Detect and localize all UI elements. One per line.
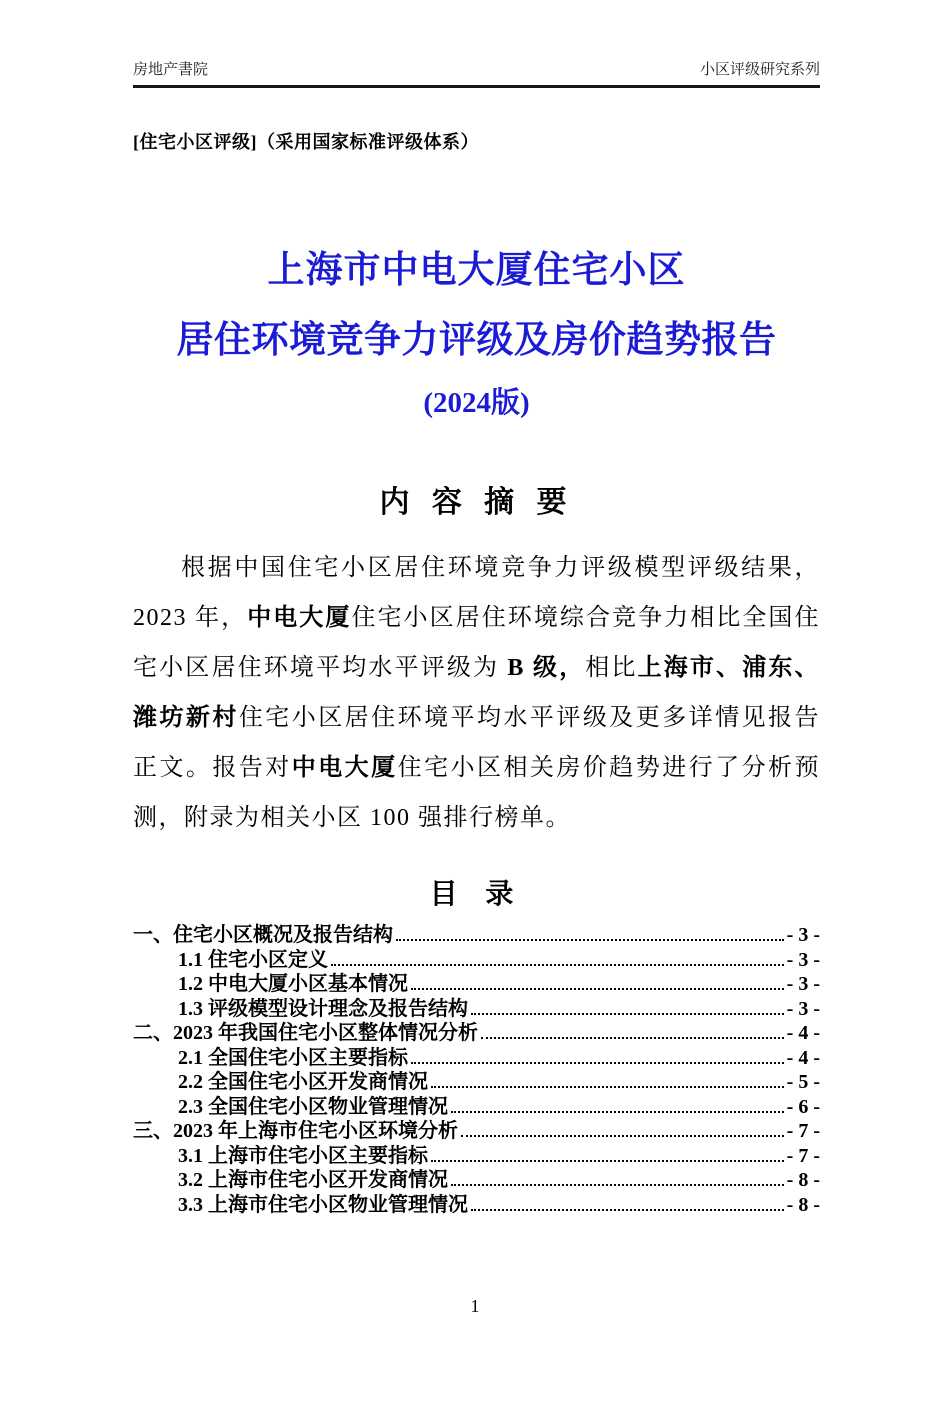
- toc-entry[interactable]: [133, 1193, 820, 1218]
- abstract-segment-bold: 中电大厦: [247, 605, 352, 631]
- toc-dotted-leader: [411, 988, 784, 990]
- toc-entry[interactable]: [133, 1144, 820, 1169]
- abstract-heading: 内 容 摘 要: [379, 486, 574, 519]
- toc-entry[interactable]: [133, 1168, 820, 1193]
- abstract-segment: 住宅小区居住环境平均水平评级及更多详情见报告正文。报告对: [133, 705, 821, 781]
- report-cover-page: [0, 58, 950, 1217]
- abstract-segment: 根据中国住宅小区居住环境竞争力评级模型评级结果，2023 年，: [133, 555, 820, 631]
- toc-entry-page-number: - 5 -: [786, 1071, 820, 1093]
- toc-entry-label: 3.2 上海市住宅小区开发商情况: [178, 1169, 448, 1191]
- toc-dotted-leader: [471, 1013, 784, 1015]
- toc-entry[interactable]: [133, 1095, 820, 1120]
- toc-entry-page-number: - 4 -: [786, 1022, 820, 1044]
- toc-entry[interactable]: [133, 1070, 820, 1095]
- toc-dotted-leader: [461, 1135, 784, 1137]
- toc-entry-page-number: - 3 -: [786, 997, 820, 1020]
- toc-entry-label: 二、2023 年我国住宅小区整体情况分析: [133, 1022, 478, 1044]
- toc-entry-label: 3.1 上海市住宅小区主要指标: [178, 1144, 428, 1167]
- report-edition: (2024版): [423, 387, 530, 419]
- toc-dotted-leader: [451, 1111, 784, 1113]
- abstract-segment-bold: 中电大厦: [291, 755, 398, 781]
- toc-heading: 目 录: [429, 878, 524, 909]
- toc-dotted-leader: [451, 1184, 784, 1186]
- toc-entry[interactable]: [133, 948, 820, 973]
- toc-dotted-leader: [411, 1062, 784, 1064]
- toc-entry[interactable]: [133, 1021, 820, 1046]
- toc-entry[interactable]: [133, 923, 820, 948]
- toc-entry-label: 2.2 全国住宅小区开发商情况: [178, 1071, 428, 1093]
- toc-dotted-leader: [331, 964, 784, 966]
- report-title-line1: 上海市中电大厦住宅小区: [267, 250, 686, 291]
- toc-entry[interactable]: [133, 1046, 820, 1071]
- toc-entry-page-number: - 8 -: [786, 1193, 820, 1216]
- toc-entry-page-number: - 6 -: [786, 1095, 820, 1118]
- toc-entry-label: 一、住宅小区概况及报告结构: [133, 924, 393, 946]
- abstract-segment: 相比: [585, 655, 638, 681]
- toc-dotted-leader: [471, 1209, 784, 1211]
- toc-entry-page-number: - 3 -: [786, 948, 820, 971]
- toc-entry-label: 1.2 中电大厦小区基本情况: [178, 973, 408, 995]
- toc-dotted-leader: [481, 1037, 784, 1039]
- toc-dotted-leader: [431, 1160, 784, 1162]
- toc-entry-label: 三、2023 年上海市住宅小区环境分析: [133, 1120, 458, 1142]
- toc-entry-page-number: - 7 -: [786, 1144, 820, 1167]
- toc-entry-page-number: - 4 -: [786, 1046, 820, 1069]
- abstract-segment: 住宅小区居住环境综合竞争力相比全国住宅小区居住环境平均水平评级为: [133, 605, 820, 681]
- rating-system-tagline: [住宅小区评级]（采用国家标准评级体系）: [133, 132, 479, 152]
- toc-entry-page-number: - 8 -: [786, 1169, 820, 1191]
- abstract-segment-bold: B 级，: [507, 655, 586, 681]
- toc-entry-label: 2.3 全国住宅小区物业管理情况: [178, 1095, 448, 1118]
- abstract-segment: 住宅小区相关房价趋势进行了分析预测，附录为相关小区 100 强排行榜单。: [133, 755, 821, 831]
- toc-dotted-leader: [396, 939, 784, 941]
- abstract-paragraph: [133, 543, 820, 843]
- toc-dotted-leader: [431, 1086, 784, 1088]
- toc-entry-label: 3.3 上海市住宅小区物业管理情况: [178, 1193, 468, 1216]
- toc-entry-page-number: - 7 -: [786, 1120, 820, 1142]
- abstract-segment-bold: 上海市、浦东、潍坊新村: [133, 655, 821, 731]
- toc-entry-label: 1.1 住宅小区定义: [178, 948, 328, 971]
- toc-entry[interactable]: [133, 972, 820, 997]
- toc-entry-page-number: - 3 -: [786, 973, 820, 995]
- toc-entry-label: 1.3 评级模型设计理念及报告结构: [178, 997, 468, 1020]
- page-number: 1: [470, 1296, 480, 1316]
- header-right-series: 小区评级研究系列: [699, 61, 820, 78]
- toc-entry-page-number: - 3 -: [786, 924, 820, 946]
- toc-entry[interactable]: [133, 1119, 820, 1144]
- document-header: [133, 58, 820, 88]
- toc-entry-label: 2.1 全国住宅小区主要指标: [178, 1046, 408, 1069]
- toc-entry[interactable]: [133, 997, 820, 1022]
- header-left-brand: 房地产書院: [133, 61, 209, 78]
- title-block: [133, 247, 820, 423]
- toc-list: [133, 923, 820, 1217]
- report-title-line2: 居住环境竞争力评级及房价趋势报告: [176, 320, 777, 361]
